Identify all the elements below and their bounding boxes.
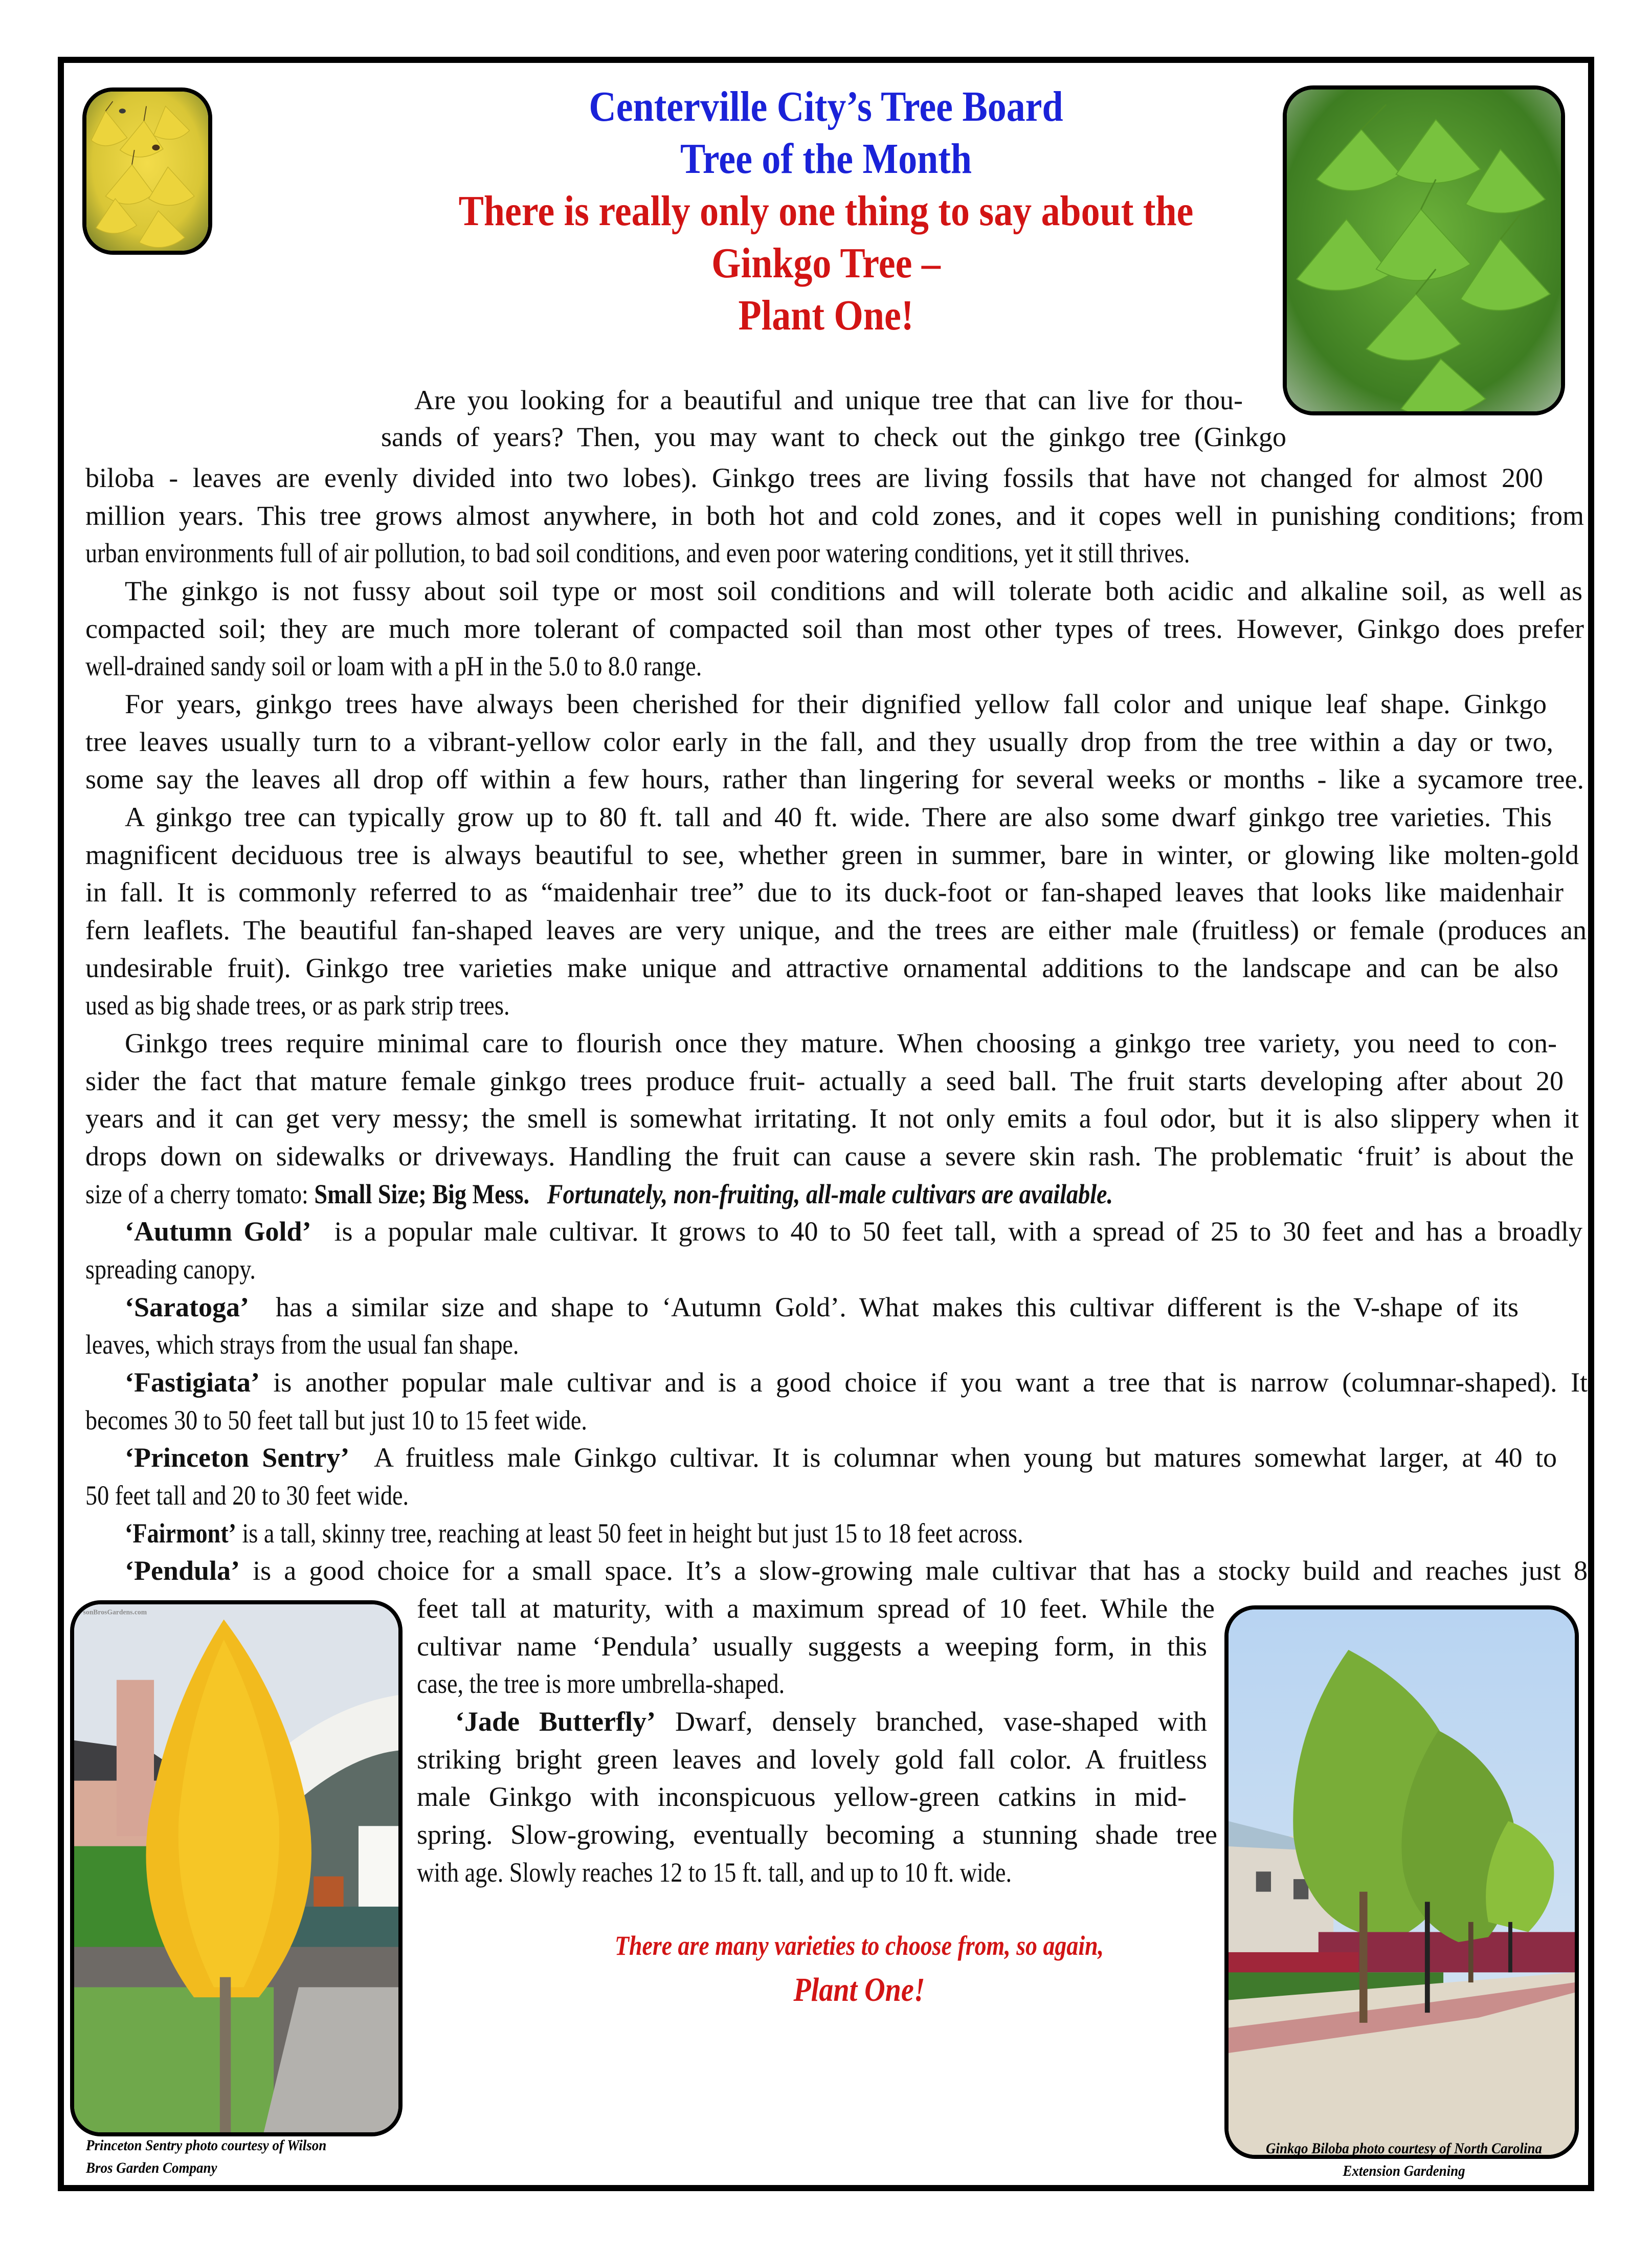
body-text: spreading canopy. [85, 1254, 256, 1285]
caption-line: Bros Garden Company [86, 2159, 217, 2176]
body-line [85, 534, 1377, 572]
photo-ginkgo-biloba-row [1224, 1605, 1579, 2159]
cultivar-name: ‘Fairmont’ [125, 1518, 236, 1549]
body-text: Are you looking for a beautiful and unique tree that can live for thou- [414, 385, 1243, 415]
heading-tree-board: Centerville City’s Tree Board [589, 83, 1063, 130]
body-line [85, 1137, 1574, 1175]
cultivar-name: ‘Autumn Gold’ [125, 1216, 311, 1247]
small-size-big-mess-bold: Small Size; Big Mess. [314, 1179, 530, 1209]
body-text: with age. Slowly reaches 12 to 15 ft. tall, and up to 10 ft. wide. [417, 1857, 1012, 1888]
body-line [417, 1740, 1207, 1778]
cultivar-name: ‘Fastigiata’ [125, 1367, 260, 1398]
closing-line: There are many varieties to choose from, so again, [614, 1930, 1104, 1961]
body-text: is a popular male cultivar. It grows to 40 to 50 feet tall, with a spread of 25 to 30 feet and has a broadly [311, 1216, 1582, 1247]
caption-line: Ginkgo Biloba photo courtesy of North Carolina [1265, 2140, 1543, 2157]
body-line [85, 1099, 1579, 1137]
heading-tree-of-the-month: Tree of the Month [680, 135, 972, 183]
body-line [125, 572, 1582, 610]
body-text: sider the fact that mature female ginkgo trees produce fruit- actually a seed ball. The fruit starts developing after about 20 [85, 1066, 1564, 1096]
heading-plant-one: Plant One! [738, 292, 914, 339]
body-line [85, 723, 1553, 761]
body-line [85, 760, 1584, 798]
closing-plant-one: Plant One! [793, 1971, 925, 2009]
photo-princeton-sentry [70, 1600, 403, 2136]
princeton-sentry-image [74, 1604, 398, 2132]
body-text: biloba - leaves are evenly divided into two lobes). Ginkgo trees are living fossils that have not changed for almost 200 [85, 462, 1543, 493]
ginkgo-biloba-image [1229, 1609, 1575, 2155]
body-line [85, 1476, 463, 1514]
body-line [417, 1665, 847, 1703]
body-line [414, 381, 1243, 419]
body-text: in fall. It is commonly referred to as “maidenhair tree” due to its duck-foot or fan-shaped leaves that looks like maidenhair [85, 877, 1564, 908]
cultivar-name: ‘Princeton Sentry’ [125, 1442, 350, 1473]
body-line [85, 836, 1579, 874]
body-text: leaves, which strays from the usual fan shape. [85, 1329, 519, 1360]
heading-only-one-thing: There is really only one thing to say about the [458, 187, 1194, 235]
body-text: years and it can get very messy; the smell is somewhat irritating. It not only emits a foul odor, but it is also slippery when it [85, 1103, 1579, 1134]
caption-princeton-sentry [86, 2134, 418, 2179]
body-text-group [125, 1514, 1023, 1552]
body-text: feet tall at maturity, with a maximum spread of 10 feet. While the [417, 1593, 1215, 1624]
cultivar-saratoga [125, 1288, 1519, 1326]
body-text: drops down on sidewalks or driveways. Handling the fruit can cause a severe skin rash. The problematic ‘fruit’ is about the [85, 1141, 1574, 1172]
body-line [417, 1778, 1187, 1816]
body-line [85, 647, 807, 685]
body-line [85, 1250, 284, 1288]
body-text: is a good choice for a small space. It’s a slow-growing male cultivar that has a stocky build and reaches just 8 [240, 1555, 1588, 1586]
body-text: magnificent deciduous tree is always beautiful to see, whether green in summer, bare in winter, or glowing like molten-gold [85, 840, 1579, 870]
body-text: 50 feet tall and 20 to 30 feet wide. [85, 1480, 409, 1511]
cultivar-pendula [125, 1552, 1588, 1590]
body-line [381, 418, 1286, 456]
body-text: well-drained sandy soil or loam with a pH in the 5.0 to 8.0 range. [85, 651, 702, 681]
body-text: spring. Slow-growing, eventually becoming a stunning shade tree [417, 1819, 1217, 1850]
body-text: is another popular male cultivar and is a good choice if you want a tree that is narrow (columnar-shaped). It [259, 1367, 1588, 1398]
body-text: Dwarf, densely branched, vase-shaped with [655, 1706, 1207, 1737]
body-text: For years, ginkgo trees have always been cherished for their dignified yellow fall color and unique leaf shape. Ginkgo [125, 689, 1547, 719]
heading-ginkgo-tree: Ginkgo Tree – [711, 239, 941, 287]
body-line [85, 873, 1564, 911]
cultivar-name: ‘Saratoga’ [125, 1292, 249, 1322]
body-line [85, 911, 1587, 949]
body-text: becomes 30 to 50 feet tall but just 10 to 15 feet wide. [85, 1405, 587, 1436]
cultivar-fairmont [125, 1514, 1175, 1552]
body-line [85, 986, 582, 1024]
cultivar-princeton-sentry [125, 1439, 1557, 1476]
cultivar-name: ‘Jade Butterfly’ [455, 1706, 656, 1737]
body-line [125, 1024, 1557, 1062]
body-line [417, 1853, 1112, 1891]
body-text: compacted soil; they are much more tolerant of compacted soil than most other types of trees. However, Ginkgo does prefer [85, 613, 1584, 644]
body-text: some say the leaves all drop off within a few hours, rather than lingering for several weeks or months - like a sycamore tree. [85, 764, 1584, 795]
body-line [85, 459, 1543, 497]
cultivar-name: ‘Pendula’ [125, 1555, 240, 1586]
body-text: sands of years? Then, you may want to check out the ginkgo tree (Ginkgo [381, 422, 1286, 452]
body-text: undesirable fruit). Ginkgo tree varieties make unique and attractive ornamental additions to the landscape and can be also [85, 953, 1558, 983]
cultivar-jade-butterfly [455, 1703, 1207, 1740]
body-text: is a tall, skinny tree, reaching at least 50 feet in height but just 15 to 18 feet across. [236, 1518, 1023, 1549]
body-text: million years. This tree grows almost anywhere, in both hot and cold zones, and it copes well in punishing conditions; from [85, 500, 1584, 531]
body-line [85, 949, 1558, 987]
body-text: fern leaflets. The beautiful fan-shaped leaves are very unique, and the trees are either male (fruitless) or female (produces an [85, 915, 1587, 945]
body-text: case, the tree is more umbrella-shaped. [417, 1668, 785, 1699]
caption-ginkgo-biloba [1225, 2137, 1583, 2182]
body-text: tree leaves usually turn to a vibrant-yellow color early in the fall, and they usually drop from the tree within a day or two, [85, 726, 1553, 757]
body-text: striking bright green leaves and lovely gold fall color. A fruitless [417, 1744, 1207, 1775]
body-text: A fruitless male Ginkgo cultivar. It is columnar when young but matures somewhat larger, at 40 to [349, 1442, 1557, 1473]
body-text: The ginkgo is not fussy about soil type or most soil conditions and will tolerate both acidic and alkaline soil, as well as [125, 576, 1582, 606]
body-line [85, 1175, 1287, 1213]
body-line [85, 610, 1584, 648]
body-line [125, 685, 1547, 723]
cultivar-autumn-gold [125, 1212, 1582, 1250]
body-line [125, 798, 1552, 836]
caption-line: Princeton Sentry photo courtesy of Wilson [86, 2137, 327, 2154]
body-line [85, 1401, 672, 1439]
body-line [417, 1627, 1207, 1665]
body-text: size of a cherry tomato: [85, 1179, 315, 1209]
body-text: cultivar name ‘Pendula’ usually suggests a weeping form, in this [417, 1631, 1207, 1662]
body-line [85, 497, 1584, 535]
body-line [417, 1816, 1217, 1853]
cultivar-fastigiata [125, 1363, 1588, 1401]
body-text: urban environments full of air pollution, to bad soil conditions, and even poor watering conditions, yet it still thrives. [85, 538, 1190, 568]
body-text: male Ginkgo with inconspicuous yellow-green catkins in mid- [417, 1781, 1187, 1812]
body-line [417, 1590, 1215, 1627]
photo-watermark: sonBrosGardens.com [83, 1608, 147, 1616]
body-text: has a similar size and shape to ‘Autumn Gold’. What makes this cultivar different is the V-shape of its [249, 1292, 1519, 1322]
body-line [85, 1062, 1564, 1100]
all-male-cultivars-note: Fortunately, non-fruiting, all-male cultivars are available. [547, 1179, 1113, 1209]
body-line [85, 1326, 592, 1363]
caption-line: Extension Gardening [1343, 2162, 1465, 2179]
body-text: used as big shade trees, or as park strip trees. [85, 990, 510, 1021]
body-text: Ginkgo trees require minimal care to flourish once they mature. When choosing a ginkgo tree variety, you need to con- [125, 1028, 1557, 1058]
body-text: A ginkgo tree can typically grow up to 80 ft. tall and 40 ft. wide. There are also some dwarf ginkgo tree varieties. This [125, 802, 1552, 832]
body-text-group [85, 1175, 1113, 1213]
